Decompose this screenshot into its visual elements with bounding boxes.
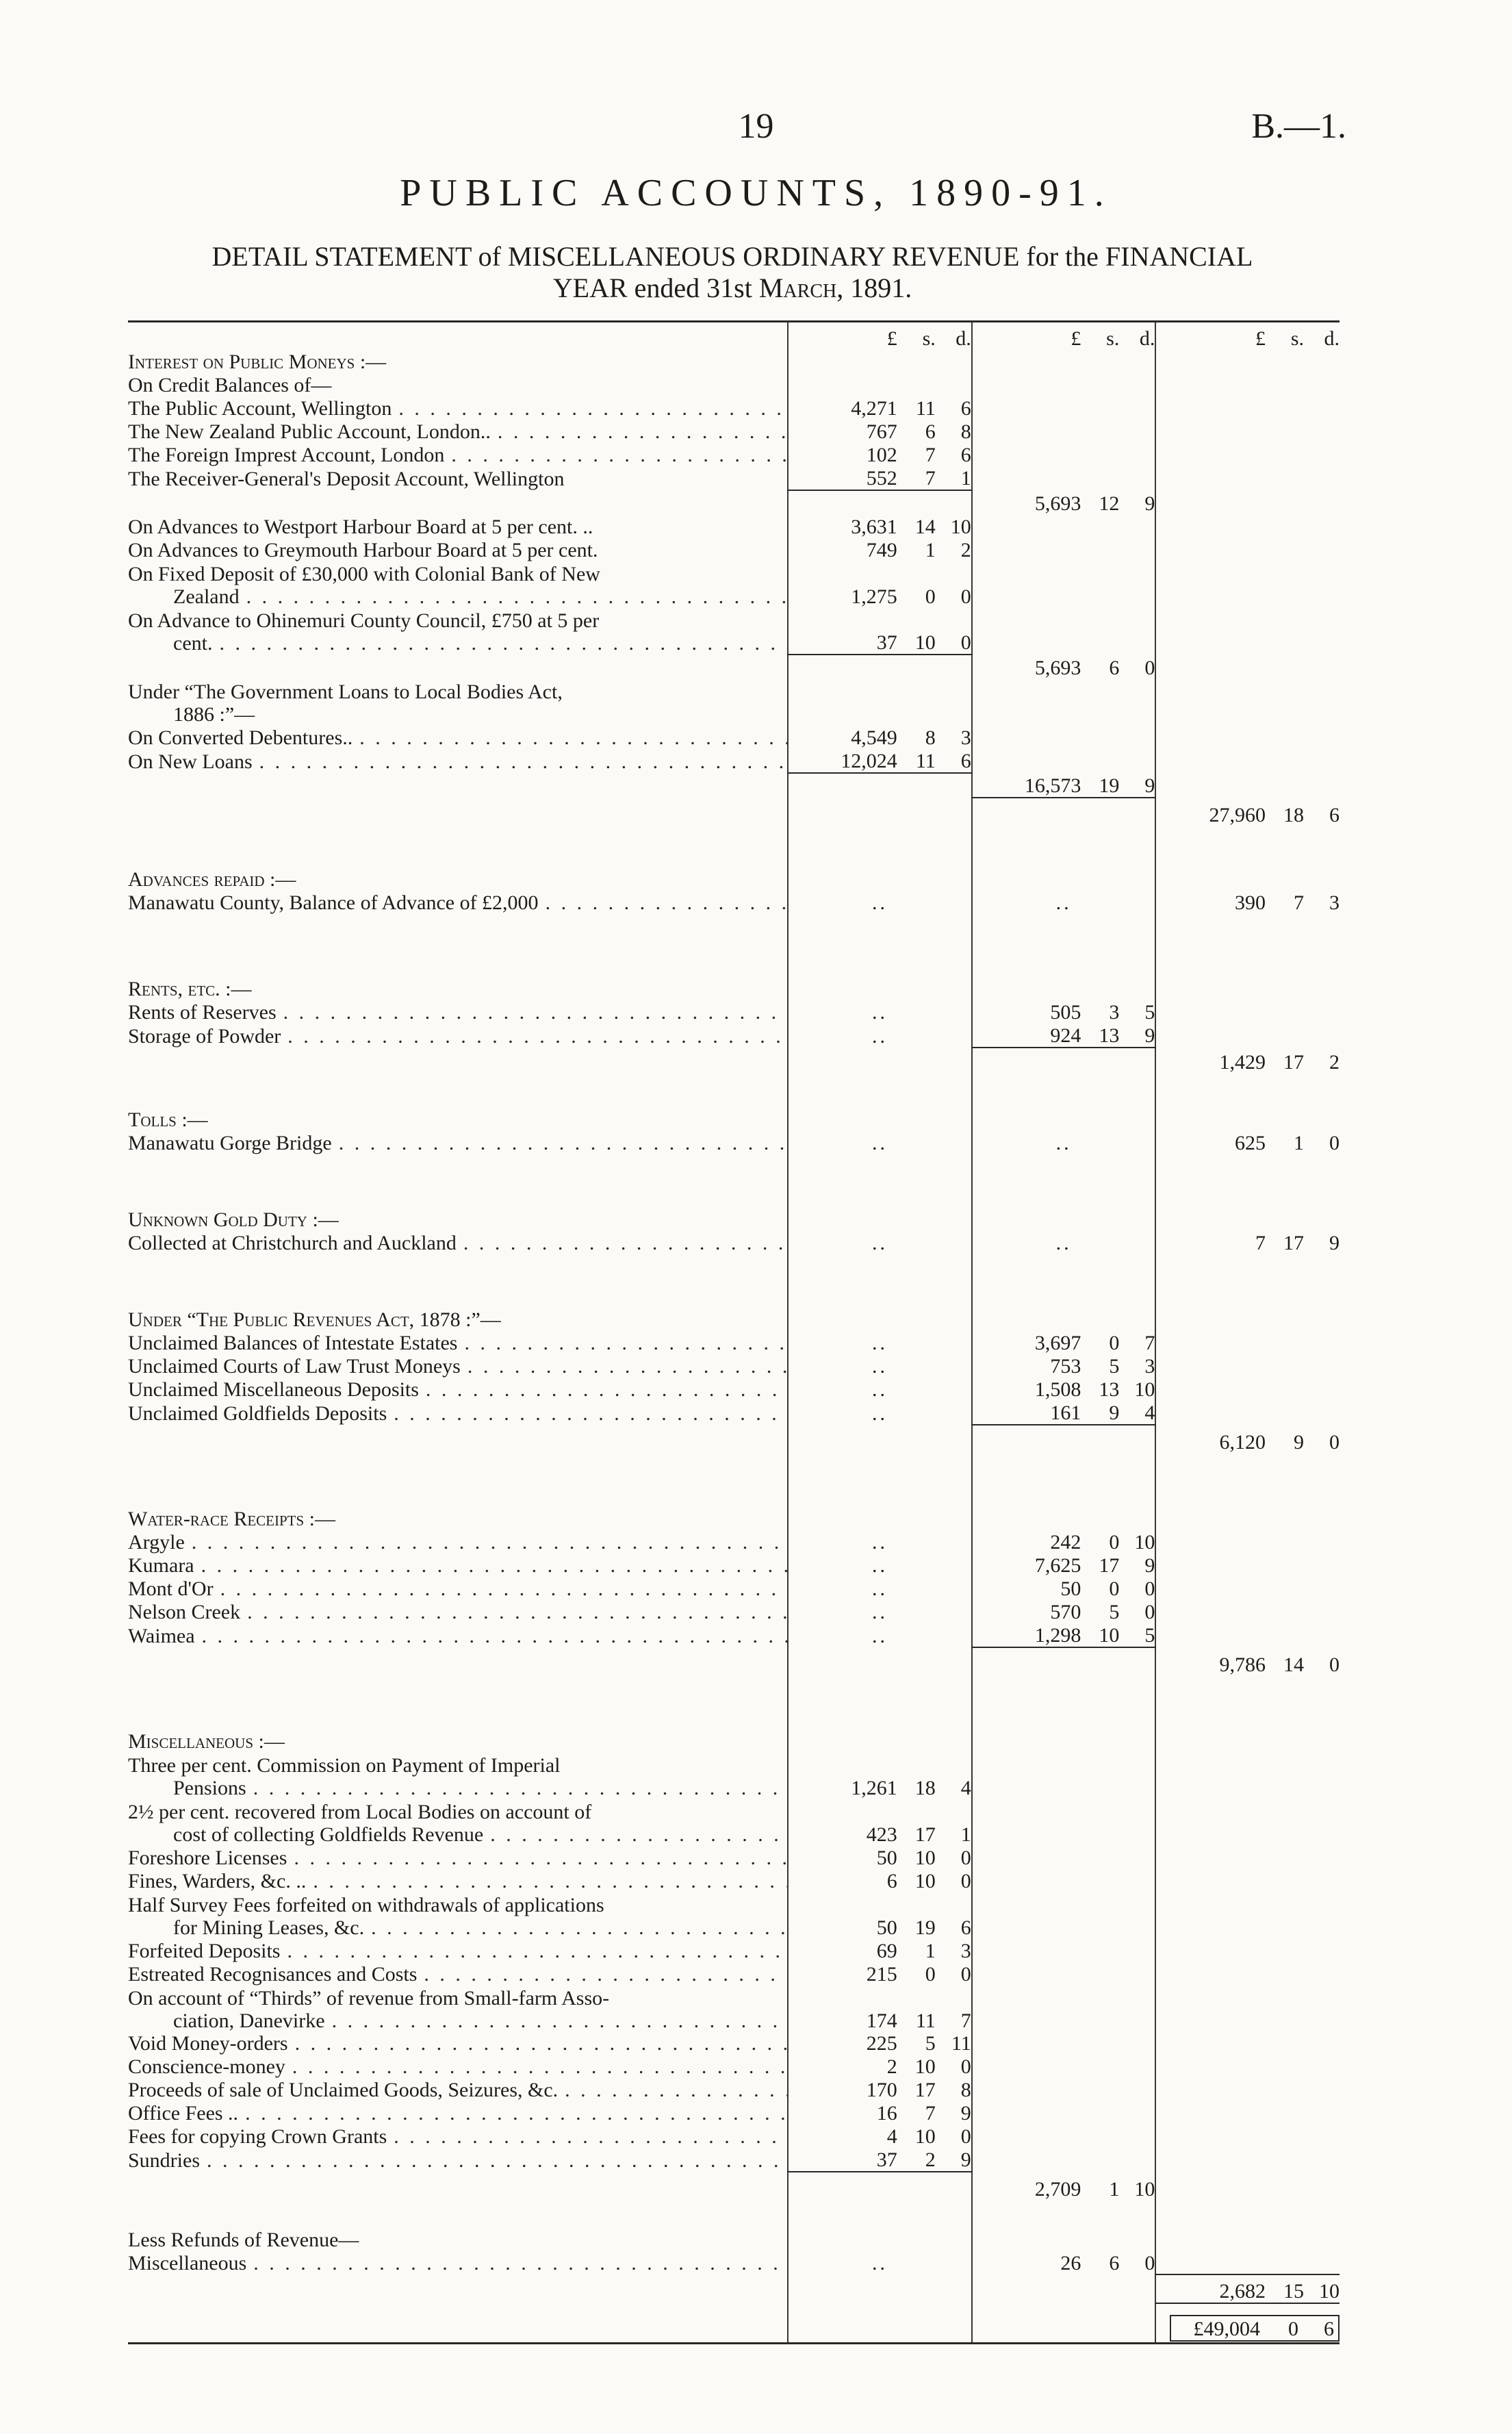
pence-header: d. [1139, 327, 1155, 350]
amount: 767 6 8 [866, 420, 971, 443]
line-item-label: 2½ per cent. recovered from Local Bodies on account of [128, 1800, 592, 1823]
line-item-label: On Fixed Deposit of £30,000 with Colonial Bank of New [128, 562, 600, 585]
line-item-label: Kumara [128, 1554, 194, 1577]
line-item-label: Waimea [128, 1624, 195, 1647]
page-number: 19 [738, 107, 774, 146]
line-item-label-continued: Zealand [173, 585, 240, 608]
money-column-header [1183, 327, 1340, 350]
pound-header: £ [886, 327, 897, 350]
table-row [128, 1354, 1340, 1378]
column-header-row [128, 322, 1340, 351]
subtitle-text: YEAR ended 31st [552, 272, 759, 303]
empty-amount: .. [871, 1402, 888, 1425]
section-total-row [128, 2274, 1340, 2303]
empty-amount: .. [1055, 1231, 1072, 1254]
line-item-label-continued: Pensions [173, 1776, 246, 1799]
empty-amount: .. [871, 1000, 888, 1024]
subtitle-year: , 1891. [836, 272, 912, 303]
section-total: 1,429 17 2 [1219, 1050, 1340, 1074]
table-row [128, 1378, 1340, 1401]
section-total: 7 17 9 [1255, 1231, 1340, 1254]
subtotal-amount: 16,573 19 9 [1024, 774, 1155, 797]
table-row [128, 1753, 1340, 1799]
amount: 6 10 0 [886, 1869, 971, 1892]
amount: 215 0 0 [866, 1962, 971, 1986]
empty-amount: .. [871, 1231, 888, 1254]
table-row [128, 420, 1340, 443]
section-total-row [128, 798, 1340, 826]
section-heading: Tolls :— [128, 1108, 208, 1131]
line-item-label: On Advances to Greymouth Harbour Board at 5 per cent. [128, 538, 598, 561]
section-total: 625 1 0 [1235, 1131, 1340, 1154]
subtitle-line-2 [123, 272, 1342, 304]
line-item-label: Forfeited Deposits [128, 1939, 281, 1962]
pence-header: d. [1324, 327, 1340, 350]
statement-subtitle [123, 241, 1342, 304]
subtotal-amount: 5,693 6 0 [1034, 656, 1155, 679]
line-item-label: Foreshore Licenses [128, 1846, 287, 1869]
amount: 16 7 9 [876, 2102, 971, 2125]
line-item-label: Unclaimed Courts of Law Trust Moneys [128, 1354, 461, 1378]
money-column-header [999, 327, 1155, 350]
amount: 2 10 0 [886, 2055, 971, 2079]
revenue-statement-table [128, 320, 1340, 2344]
table-row [128, 1939, 1340, 1962]
line-item-label: On Advances to Westport Harbour Board at 5 per cent. .. [128, 515, 593, 538]
table-row [128, 1623, 1340, 1647]
table-row [128, 2055, 1340, 2078]
subtotal-amount: 2,709 1 10 [1034, 2178, 1155, 2201]
amount: 37 10 0 [876, 631, 971, 654]
amount: 423 17 1 [866, 1823, 971, 1846]
table-row [128, 1799, 1340, 1846]
table-row [128, 1000, 1340, 1024]
amount: 102 7 6 [866, 443, 971, 466]
line-item-label: Manawatu Gorge Bridge [128, 1131, 332, 1154]
line-item-label: Office Fees .. [128, 2102, 239, 2125]
empty-amount: .. [871, 1554, 888, 1577]
empty-amount: .. [871, 2252, 888, 2275]
line-item-label: Manawatu County, Balance of Advance of £2,000 [128, 891, 539, 914]
pound-header: £ [1255, 327, 1266, 350]
table-row [128, 443, 1340, 466]
amount: 7,625 17 9 [1034, 1554, 1155, 1577]
section-heading: Interest on Public Moneys :— [128, 350, 387, 373]
line-item-label: Proceeds of sale of Unclaimed Goods, Seizures, &c. [128, 2079, 559, 2102]
amount: 1,261 18 4 [851, 1776, 971, 1799]
section-total: 6,120 9 0 [1219, 1430, 1340, 1454]
table-row [128, 515, 1340, 538]
subtitle-month: March [758, 272, 837, 303]
amount: 4,549 8 3 [851, 726, 971, 749]
amount: 1,298 10 5 [1034, 1623, 1155, 1647]
line-item-label: Sundries [128, 2149, 200, 2172]
table-row [128, 538, 1340, 561]
grand-total-row [128, 2303, 1340, 2342]
amount: 552 7 1 [866, 466, 971, 490]
empty-amount: .. [871, 1600, 888, 1623]
pence-header: d. [956, 327, 971, 350]
section-total: 390 7 3 [1235, 891, 1340, 914]
line-item-label: Mont d'Or [128, 1577, 214, 1600]
line-item-label: The Public Account, Wellington [128, 396, 392, 420]
subtotal-row [128, 2172, 1340, 2201]
line-item-label: Conscience-money [128, 2055, 285, 2079]
amount: 1,275 0 0 [851, 585, 971, 608]
table-row [128, 2101, 1340, 2125]
table-row [128, 2125, 1340, 2148]
empty-amount: .. [871, 1354, 888, 1378]
table-row [128, 2078, 1340, 2101]
line-item-label: On Advance to Ohinemuri County Council, £750 at 5 per [128, 609, 600, 632]
line-item-label: Nelson Creek [128, 1600, 241, 1623]
empty-amount: .. [871, 1024, 888, 1048]
table-row [128, 1892, 1340, 1939]
empty-amount: .. [871, 1131, 888, 1154]
line-item-label-continued: cent. [173, 631, 213, 655]
line-item-label: Unclaimed Balances of Intestate Estates [128, 1331, 458, 1354]
table-row [128, 1869, 1340, 1892]
amount: 69 1 3 [876, 1939, 971, 1962]
table-row [128, 2148, 1340, 2172]
line-item-label: The New Zealand Public Account, London.. [128, 420, 491, 443]
line-item-label: Miscellaneous [128, 2252, 247, 2275]
subtotal-row [128, 773, 1340, 798]
empty-amount: .. [871, 1331, 888, 1354]
table-row [128, 1846, 1340, 1869]
amount: 570 5 0 [1050, 1600, 1155, 1623]
empty-amount: .. [871, 1624, 888, 1647]
line-item-label: Collected at Christchurch and Auckland [128, 1231, 457, 1254]
empty-amount: .. [1055, 891, 1072, 914]
line-item-label: The Receiver-General's Deposit Account, Wellington [128, 467, 565, 490]
page-title: PUBLIC ACCOUNTS, 1890-91. [400, 172, 1112, 214]
table-row [128, 1131, 1340, 1154]
table-row [128, 2032, 1340, 2055]
table-row [128, 1600, 1340, 1623]
table-row [128, 1962, 1340, 1986]
amount: 1,508 13 10 [1034, 1378, 1155, 1401]
grand-total: £49,004 0 6 [1170, 2315, 1340, 2342]
line-item-label-continued: for Mining Leases, &c. [173, 1916, 365, 1939]
section-heading: Unknown Gold Duty :— [128, 1208, 339, 1231]
section-total-row [128, 1425, 1340, 1454]
line-item-label: Estreated Recognisances and Costs [128, 1962, 418, 1986]
table-row [128, 1024, 1340, 1048]
subtotal-amount: 5,693 12 9 [1034, 492, 1155, 515]
amount: 170 17 8 [866, 2079, 971, 2102]
shilling-header: s. [1106, 327, 1120, 350]
line-item-label: Unclaimed Goldfields Deposits [128, 1402, 387, 1425]
subtitle-line-1: DETAIL STATEMENT of MISCELLANEOUS ORDINARY REVENUE for the FINANCIAL [212, 241, 1253, 272]
amount: 50 19 6 [876, 1916, 971, 1939]
amount: 26 6 0 [1060, 2252, 1155, 2275]
table-row [128, 2251, 1340, 2274]
line-item-label: Fines, Warders, &c. .. [128, 1869, 307, 1892]
table-row [128, 561, 1340, 608]
section-total: 2,682 15 10 [1219, 2280, 1340, 2303]
section-total-row [128, 1048, 1340, 1074]
empty-amount: .. [1055, 1131, 1072, 1154]
section-total: 27,960 18 6 [1209, 803, 1340, 826]
amount: 225 5 11 [866, 2032, 971, 2055]
amount: 753 5 3 [1050, 1354, 1155, 1378]
amount: 749 1 2 [866, 538, 971, 561]
amount: 924 13 9 [1050, 1024, 1155, 1047]
subtotal-row [128, 490, 1340, 515]
amount: 174 11 7 [866, 2009, 971, 2032]
sub-heading: Less Refunds of Revenue— [128, 2229, 359, 2252]
line-item-label: On account of “Thirds” of revenue from Small-farm Asso- [128, 1986, 610, 2010]
amount: 4,271 11 6 [851, 396, 971, 420]
table-row [128, 608, 1340, 655]
table-row [128, 466, 1340, 490]
table-row [128, 1231, 1340, 1254]
line-item-label: On New Loans [128, 750, 253, 773]
amount: 242 0 10 [1050, 1530, 1155, 1554]
section-total: 9,786 14 0 [1219, 1653, 1340, 1676]
table-row [128, 891, 1340, 914]
sub-heading: Under “The Government Loans to Local Bodies Act, [128, 680, 563, 703]
line-item-label: Void Money-orders [128, 2032, 288, 2055]
amount: 37 2 9 [876, 2148, 971, 2172]
table-row [128, 1331, 1340, 1354]
line-item-label: Storage of Powder [128, 1024, 281, 1048]
empty-amount: .. [871, 1577, 888, 1600]
shilling-header: s. [1290, 327, 1304, 350]
empty-amount: .. [871, 1378, 888, 1401]
shilling-header: s. [922, 327, 936, 350]
table-row [128, 1401, 1340, 1425]
amount: 50 10 0 [876, 1846, 971, 1869]
sub-heading: On Credit Balances of— [128, 373, 332, 396]
amount: 3,697 0 7 [1034, 1331, 1155, 1354]
line-item-label: Unclaimed Miscellaneous Deposits [128, 1378, 419, 1401]
line-item-label-continued: ciation, Danevirke [173, 2009, 325, 2032]
subtotal-row [128, 655, 1340, 679]
table-row [128, 396, 1340, 420]
document-reference: B.—1. [1251, 107, 1346, 146]
section-heading: Advances repaid :— [128, 867, 296, 891]
money-column-header [815, 327, 971, 350]
line-item-label: Rents of Reserves [128, 1000, 277, 1024]
amount: 4 10 0 [886, 2125, 971, 2148]
table-row [128, 749, 1340, 773]
table-row [128, 1530, 1340, 1554]
section-total-row [128, 1647, 1340, 1676]
line-item-label: Argyle [128, 1530, 185, 1554]
table-row [128, 1986, 1340, 2032]
table-row [128, 1577, 1340, 1600]
section-heading: Under “The Public Revenues Act, 1878 :”— [128, 1308, 501, 1331]
amount: 161 9 4 [1050, 1401, 1155, 1424]
pound-header: £ [1071, 327, 1081, 350]
section-heading: Miscellaneous :— [128, 1729, 285, 1753]
line-item-label-continued: cost of collecting Goldfields Revenue [173, 1823, 484, 1846]
table-row [128, 1554, 1340, 1577]
amount: 50 0 0 [1060, 1577, 1155, 1600]
line-item-label: Fees for copying Crown Grants [128, 2125, 387, 2148]
amount: 505 3 5 [1050, 1000, 1155, 1024]
section-heading: Water-race Receipts :— [128, 1507, 335, 1530]
empty-amount: .. [871, 1530, 888, 1554]
line-item-label: The Foreign Imprest Account, London [128, 443, 445, 466]
section-heading: Rents, etc. :— [128, 977, 252, 1000]
sub-heading-continued: 1886 :”— [173, 702, 255, 726]
amount: 12,024 11 6 [841, 749, 971, 772]
table-row [128, 726, 1340, 749]
empty-amount: .. [871, 891, 888, 914]
line-item-label: Three per cent. Commission on Payment of Imperial [128, 1753, 561, 1777]
amount: 3,631 14 10 [851, 515, 971, 538]
line-item-label: On Converted Debentures.. [128, 726, 353, 749]
line-item-label: Half Survey Fees forfeited on withdrawals of applications [128, 1893, 604, 1916]
